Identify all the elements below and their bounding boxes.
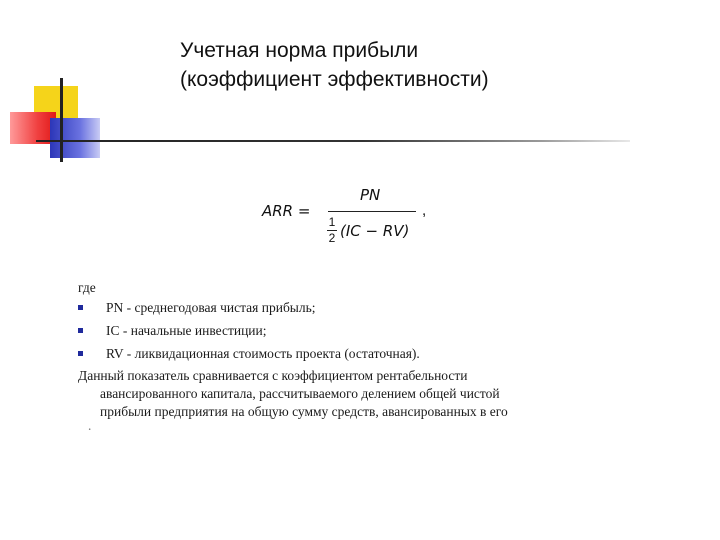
decor-vertical-line [60,78,63,162]
list-item [78,296,638,319]
list-item-text: PN - среднегодовая чистая прибыль; [106,300,316,315]
formula-comma: , [422,202,427,219]
bullet-icon [78,305,83,310]
half-denominator: 2 [328,231,336,245]
title-line-2: (коэффициент эффективности) [180,68,489,91]
decor-blue-square [50,118,100,158]
list-item-text: IC - начальные инвестиции; [106,323,267,338]
formula-numerator: PN [360,186,381,204]
title-divider-line [36,140,630,142]
where-label: где [78,280,96,295]
arr-formula [262,186,482,250]
list-item-text: RV - ликвидационная стоимость проекта (остаточная). [106,346,420,361]
formula-half [326,216,338,245]
paragraph-line: Данный показатель сравнивается с коэффициентом рентабельности [78,368,468,383]
definitions-block [78,276,638,421]
formula-fraction-bar [328,211,416,212]
slide-title [180,36,680,94]
formula-lhs: ARR = [262,202,311,220]
paragraph-line: авансированного капитала, рассчитываемого делением общей чистой [100,386,500,401]
paragraph-line: прибыли предприятия на общую сумму средств, авансированных в его [100,404,508,419]
list-item [78,319,638,342]
formula-denominator: (IC − RV) [340,222,410,240]
title-line-1: Учетная норма прибыли [180,39,419,62]
bullet-icon [78,328,83,333]
bullet-icon [78,351,83,356]
clipped-text-fragment: . [88,418,92,433]
list-item [78,342,638,365]
half-numerator: 1 [328,215,336,229]
explanation-paragraph [78,367,638,421]
